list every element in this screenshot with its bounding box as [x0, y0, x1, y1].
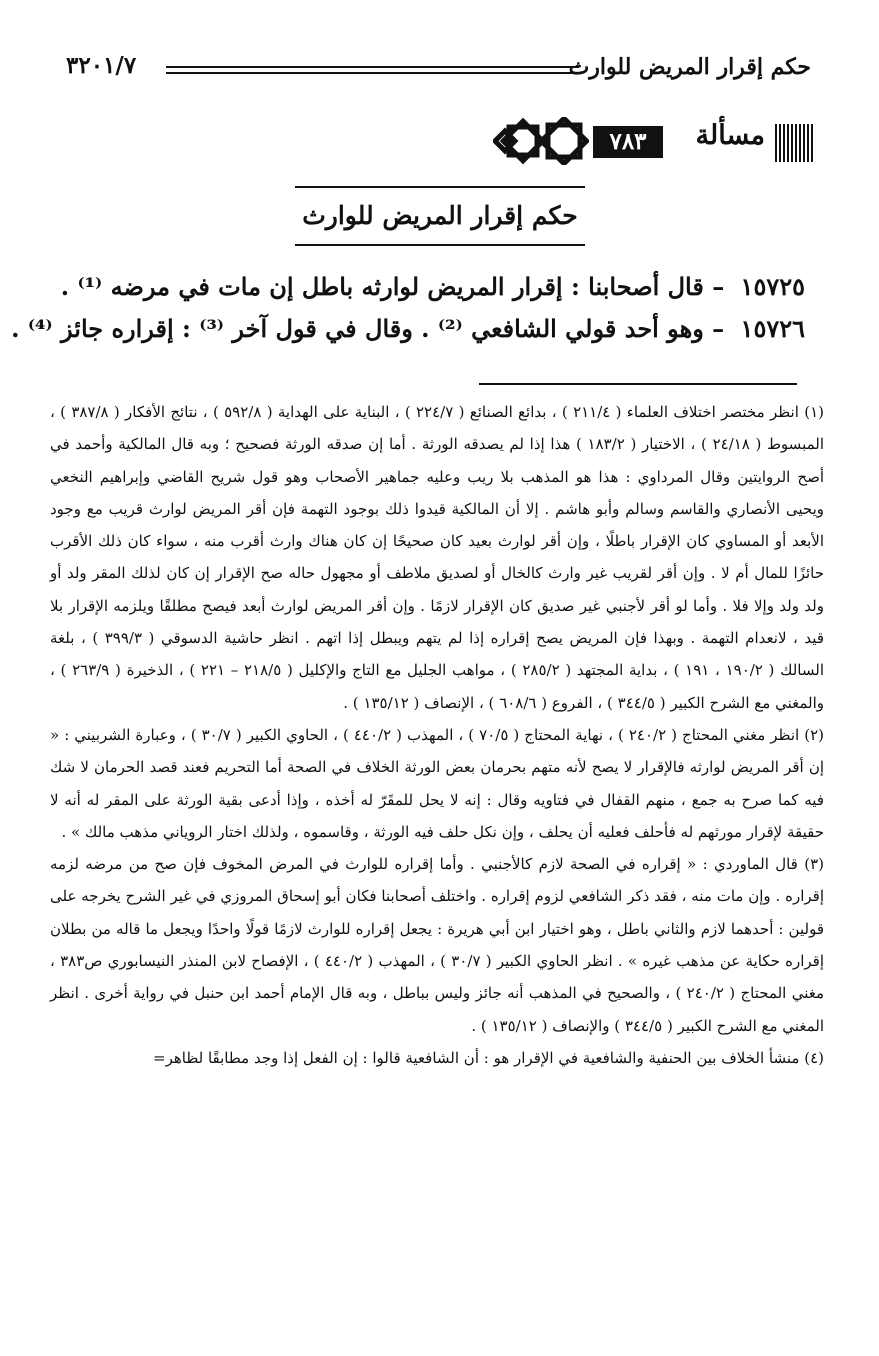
- entry-text: – وهو أحد قولي الشافعي ⁽²⁾ . وقال في قول آخر ⁽³⁾ : إقراره جائز ⁽⁴⁾ .: [11, 314, 725, 343]
- footnote-3: [50, 848, 824, 1042]
- footnote-label: (١): [804, 403, 824, 421]
- masala-banner: [513, 114, 813, 168]
- footnote-1: [50, 396, 824, 719]
- header-double-rule: [166, 66, 579, 74]
- footnote-label: (٣): [804, 855, 824, 874]
- footnote-text: انظر مغني المحتاج ( ٢٤٠/٢ ) ، نهاية المحتاج ( ٧٠/٥ ) ، المهذب ( ٤٤٠/٢ ) ، الحاوي الكبير ( ٣٠/٧ ) ، وعبارة الشربيني : « إن أقر المريض لوارثه فالإقرار لا يصح لأنه متهم بحرمان بعض الورثة الخلاف في الصحة أما التحريم فعند قصد الحرمان لا شك فيه كما صرح به جمع ، منهم القفال في فتاويه وقال : إنه لا يحل للمقَرّ له أخذه ، وإذا أدعى بقية الورثة على المقر له أنه لا حقيقة لإقرار مورثهم له فأحلف فعليه أن يحلف ، وإن نكل حلف فيه الورثة ، وقاسموه ، ولذلك اختار الروياني مذهب مالك » .: [50, 725, 824, 841]
- geometric-ornament-icon: [493, 117, 589, 165]
- footnote-text: منشأ الخلاف بين الحنفية والشافعية في الإقرار هو : أن الشافعية قالوا : إن الفعل إذا وجد مطابقًا لظاهر=: [153, 1048, 800, 1067]
- footnote-4: [50, 1042, 824, 1074]
- chapter-title-box: [295, 186, 585, 246]
- chapter-title: حكم إقرار المريض للوارث: [302, 201, 578, 230]
- masala-number: ٧٨٣: [593, 126, 663, 158]
- entry-text: – قال أصحابنا : إقرار المريض لوارثه باطل إن مات في مرضه ⁽¹⁾ .: [60, 272, 725, 301]
- page-number: ٣٢٠١/٧: [66, 52, 137, 79]
- entry-15725: [50, 270, 805, 304]
- footnote-label: (٤): [804, 1048, 824, 1067]
- footnote-2: [50, 719, 824, 848]
- running-title: حكم إقرار المريض للوارث: [568, 54, 811, 80]
- running-header: [66, 52, 811, 88]
- footnote-text: قال الماوردي : « إقراره في الصحة لازم كالأجنبي . وأما إقراره للوارث في المرض المخوف فإن صح من مرضه لزمه إقراره . وإن مات منه ، فقد ذكر الشافعي لزوم إقراره . واختلف أصحابنا فكان أبو إسحاق المروزي في غير الشرح يخرجه على قولين : أحدهما لازم والثاني باطل ، وهو اختيار ابن أبي هريرة : يجعل إقراره للوارث لازمًا قولًا واحدًا ويجعل ما قاله من بطلان إقراره حكاية عن مذهب غيره » . انظر الحاوي الكبير ( ٣٠/٧ ) ، المهذب ( ٤٤٠/٢ ) ، الإفصاح لابن المنذر النيسابوري ص٣٨٣ ، مغني المحتاج ( ٢٤٠/٢ ) ، والصحيح في المذهب أنه جائز وليس بباطل ، وبه قال الإمام أحمد ابن حنبل في رواية أخرى . انظر المغني مع الشرح الكبير ( ٣٤٤/٥ ) والإنصاف ( ١٣٥/١٢ ) .: [50, 855, 824, 1035]
- footnotes: [50, 396, 824, 1074]
- entry-15726: [11, 312, 805, 346]
- entry-number: ١٥٧٢٦: [740, 314, 805, 343]
- barcode-ornament-icon: [775, 124, 813, 162]
- footnote-label: (٢): [804, 725, 824, 744]
- masala-label: مسألة: [695, 120, 765, 151]
- footnote-text: انظر مختصر اختلاف العلماء ( ٢١١/٤ ) ، بدائع الصنائع ( ٢٢٤/٧ ) ، البناية على الهداية ( ٥٩٢/٨ ) ، نتائج الأفكار ( ٣٨٧/٨ ) ، المبسوط ( ٢٤/١٨ ) ، الاختيار ( ١٨٣/٢ ) هذا إذا لم يصدقه الورثة . أما إن صدقه الورثة فصحيح ؛ وبه قال المالكية وأحمد في أصح الروايتين وقال المرداوي : هذا هو المذهب بلا ريب وعليه جماهير الأصحاب وهو قول شريح القاضي وإبراهيم النخعي ويحيى الأنصاري والقاسم وسالم وأبو هاشم . إلا أن المالكية قيدوا ذلك بوجود التهمة فإن أقر المريض لوارث قريب مع وجود الأبعد أو المساوي كان الإقرار باطلًا ، وإن أقر لوارث بعيد كان صحيحًا إن كان هناك وارث أقرب منه ، سواء كان ذلك الأقرب حائزًا للمال أم لا . وإن أقر لقريب غير وارث كالخال أو لصديق ملاطف أو مجهول حاله صح الإقرار إن كان لذلك المقر ولد أو ولد ولد وإلا فلا . وأما لو أقر لأجنبي غير صديق كان الإقرار لازمًا . وإن أقر المريض لوارث أبعد فيصح مطلقًا ويلزمه الإقرار بلا قيد ، لانعدام التهمة . وبهذا فإن المريض يصح إقراره إذا لم يتهم ويبطل إذا اتهم . انظر حاشية الدسوقي ( ٣٩٩/٣ ) ، بلغة السالك ( ١٩٠/٢ ، ١٩١ ) ، بداية المجتهد ( ٢٨٥/٢ ) ، مواهب الجليل مع التاج والإكليل ( ٢١٨/٥ – ٢٢١ ) ، الذخيرة ( ٢٦٣/٩ ) ، والمغني مع الشرح الكبير ( ٣٤٤/٥ ) ، الفروع ( ٦٠٨/٦ ) ، الإنصاف ( ١٣٥/١٢ ) .: [50, 403, 825, 712]
- footnote-separator: [479, 383, 797, 385]
- entry-number: ١٥٧٢٥: [740, 272, 805, 301]
